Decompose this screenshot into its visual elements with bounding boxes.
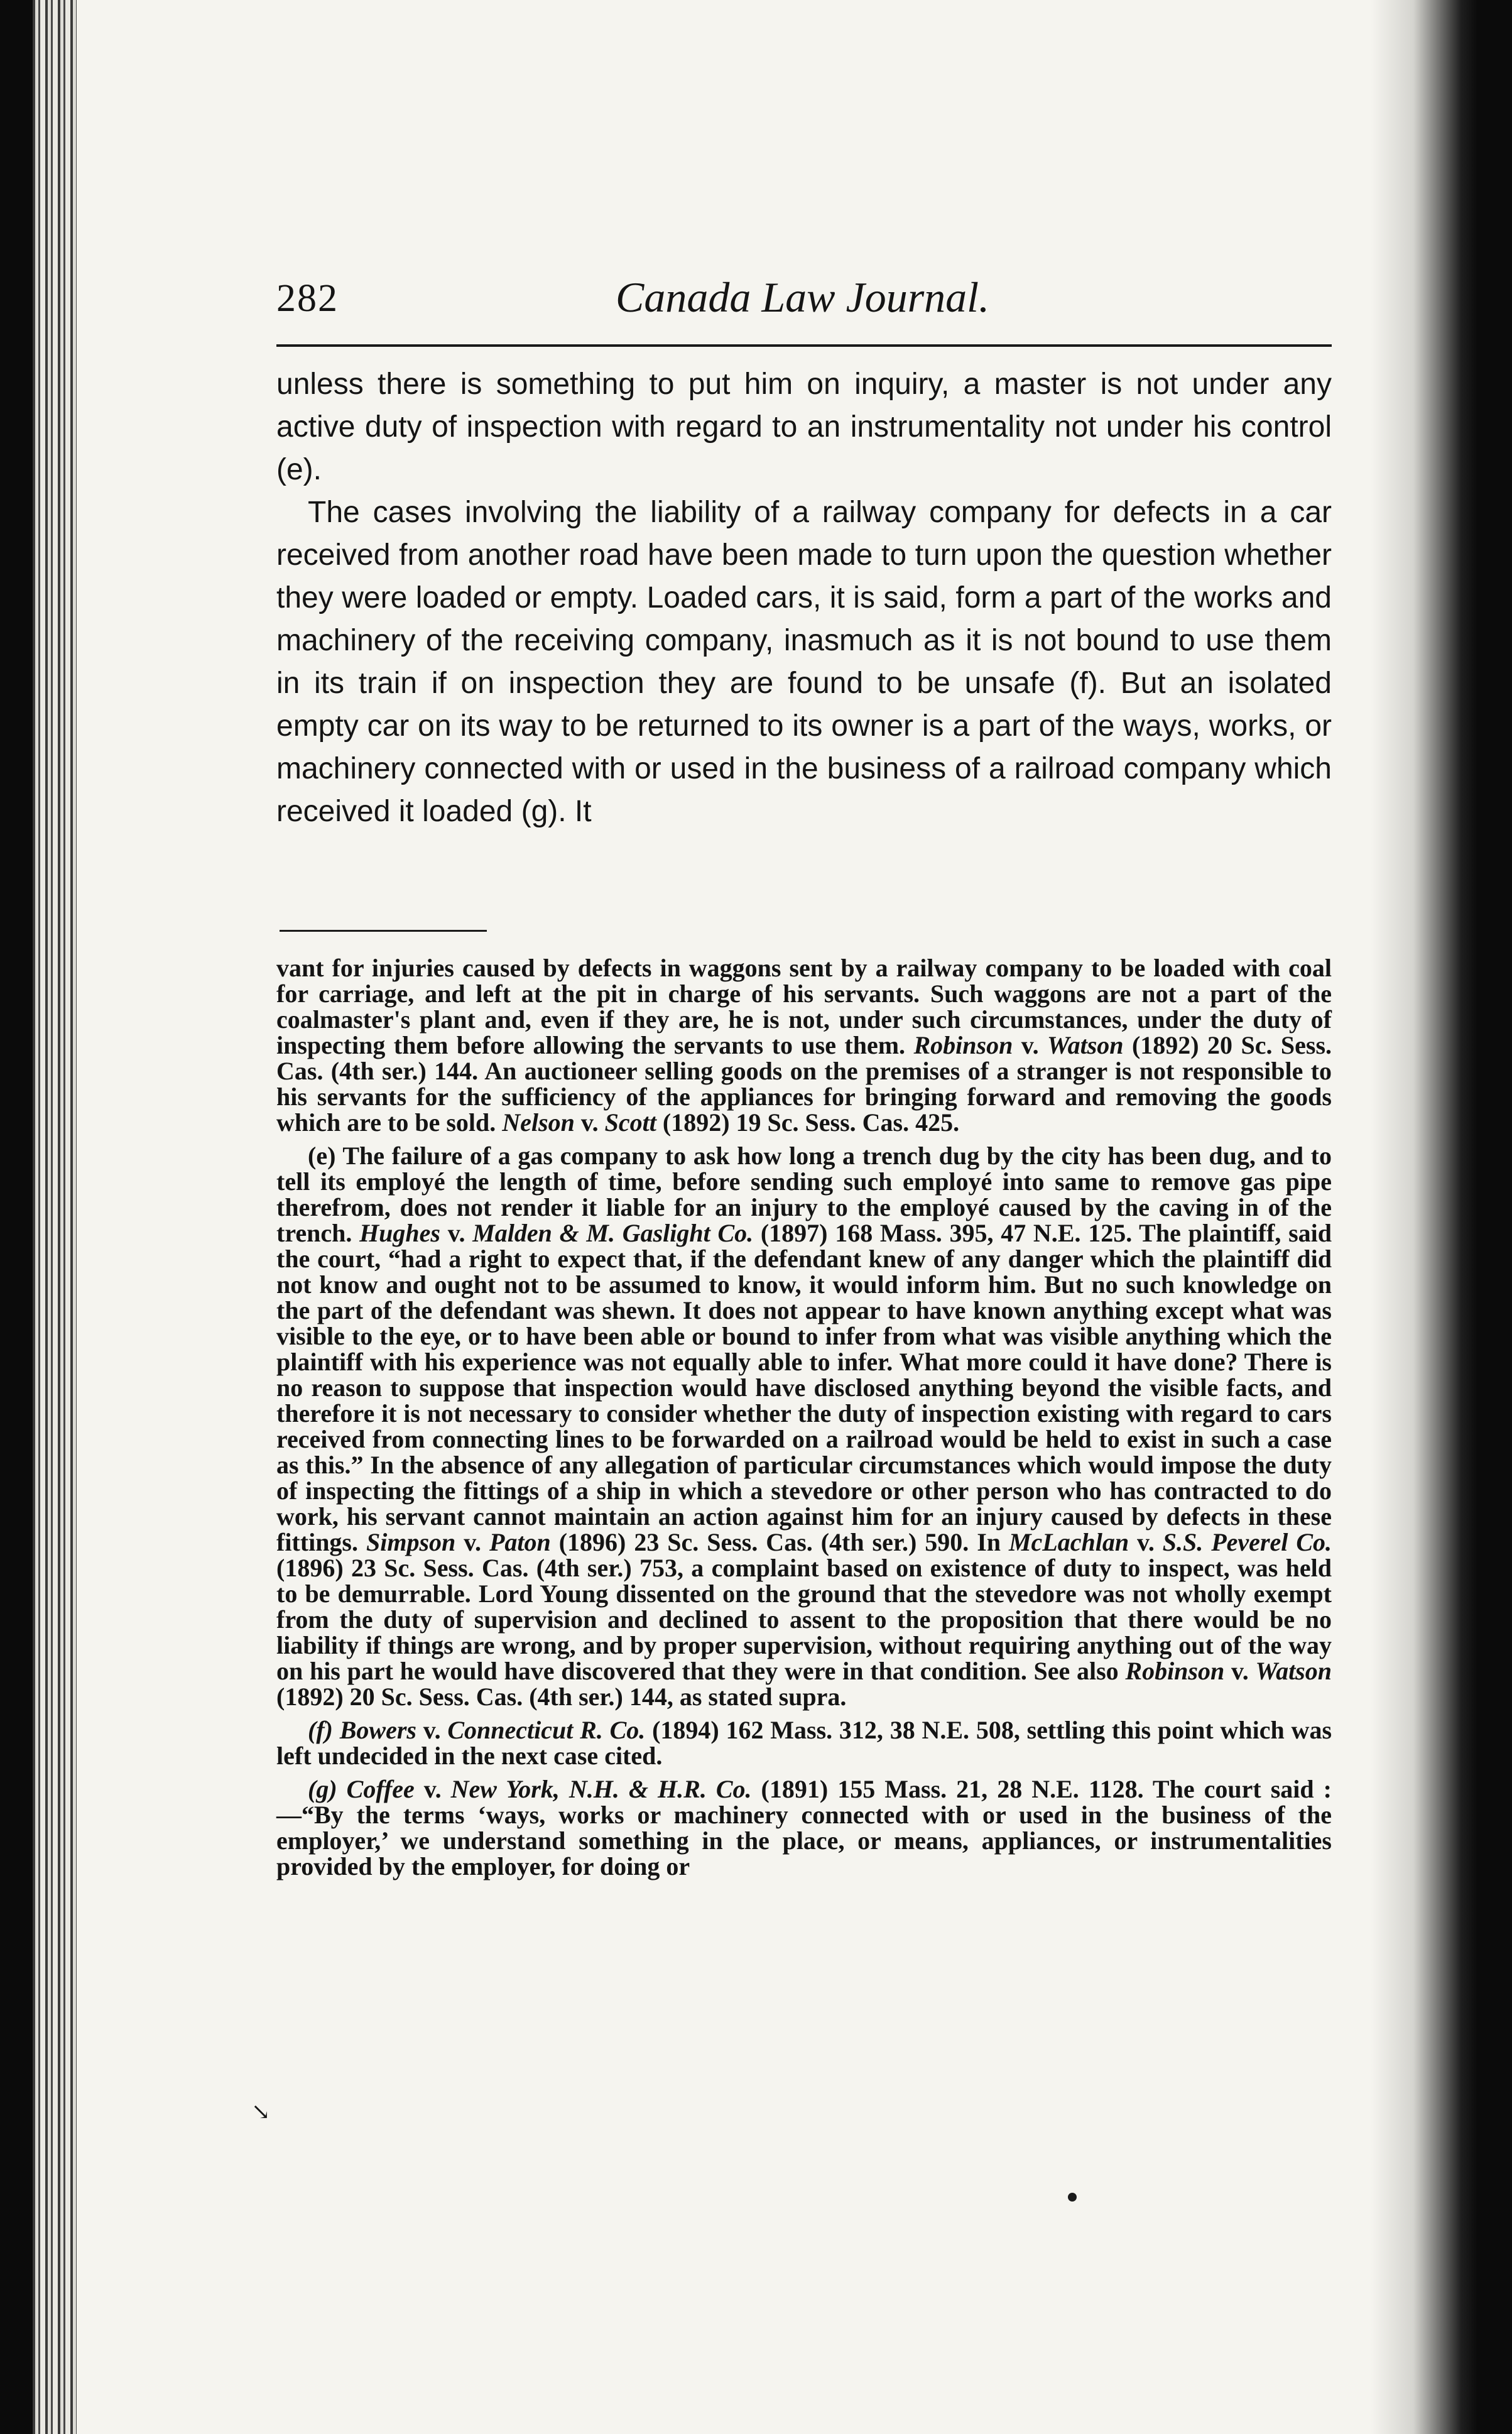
- footnote-marker: (f): [308, 1716, 333, 1744]
- body-text: [276, 363, 1332, 833]
- footnote-e: (e) The failure of a gas company to ask how long a trench dug by the city has been dug, and to tell its employé the length of time, before sending such employé into same to remove gas pipe therefrom, does not render it liable for an injury to the employé caused by the caving in of the trench. Hughes v. Malden & M. Gaslight Co. (1897) 168 Mass. 395, 47 N.E. 125. The plaintiff, said the court, “had a right to expect that, if the defendant knew of any danger which the plaintiff did not know and ought not to be assumed to know, it would inform him. But no such knowledge on the part of the defendant was shewn. It does not appear to have known anything except what was visible to the eye, or to have been able or bound to infer from what was visible anything which the plaintiff with his experience was not equally able to infer. What more could it have done? There is no reason to suppose that inspection would have disclosed anything beyond the visible facts, and therefore it is not necessary to consider whether the duty of inspection existing with regard to cars received from connecting lines to be forwarded on a railroad would be held to exist in such a case as this.” In the absence of any allegation of particular circumstances which would impose the duty of inspecting the fittings of a ship in which a stevedore or other person who has contracted to do work, his servant cannot maintain an action against him for an injury caused by defects in these fittings. Simpson v. Paton (1896) 23 Sc. Sess. Cas. (4th ser.) 590. In McLachlan v. S.S. Peverel Co. (1896) 23 Sc. Sess. Cas. (4th ser.) 753, a complaint based on existence of duty to inspect, was held to be demurrable. Lord Young dissented on the ground that the stevedore was not wholly exempt from the duty of supervision and declined to assent to the proposition that there would be no liability if things are wrong, and by proper supervision, without requiring anything out of the way on his part he would have discovered that they were in that condition. See also Robinson v. Watson (1892) 20 Sc. Sess. Cas. (4th ser.) 144, as stated supra.: [276, 1142, 1332, 1711]
- binding-edge: [33, 0, 77, 2434]
- case-name: New York, N.H. & H.R. Co.: [450, 1775, 752, 1803]
- case-name: Watson: [1255, 1657, 1332, 1685]
- page-number: 282: [276, 277, 339, 320]
- case-name: Robinson: [1125, 1657, 1225, 1685]
- case-name: Robinson: [913, 1031, 1013, 1059]
- case-name: Connecticut R. Co.: [447, 1716, 646, 1744]
- body-paragraph: The cases involving the liability of a railway company for defects in a car received from another road have been made to turn upon the question whether they were loaded or empty. Loaded cars, it is said, form a part of the works and machinery of the receiving company, inasmuch as it is not bound to use them in its train if on inspection they are found to be unsafe (f). But an isolated empty car on its way to be returned to its owner is a part of the ways, works, or machinery connected with or used in the business of a railroad company which received it loaded (g). It: [276, 496, 1332, 828]
- running-title: Canada Law Journal.: [616, 273, 990, 321]
- footnote-d-continued: vant for injuries caused by defects in waggons sent by a railway company to be loaded with coal for carriage, and left at the pit in charge of his servants. Such waggons are not a part of the coalmaster's plant and, even if they are, he is not, under such circumstances, under the duty of inspecting them before allowing the servants to use them. Robinson v. Watson (1892) 20 Sc. Sess. Cas. (4th ser.) 144. An auctioneer selling goods on the premises of a stranger is not responsible to his servants for the sufficiency of the appliances for bringing forward and removing the goods which are to be sold. Nelson v. Scott (1892) 19 Sc. Sess. Cas. 425.: [276, 954, 1332, 1137]
- case-name: McLachlan: [1008, 1528, 1129, 1556]
- case-name: Scott: [604, 1108, 656, 1137]
- footnote-marker: (g): [308, 1775, 337, 1803]
- footnotes: [276, 955, 1332, 1887]
- footnote-rule: [280, 930, 487, 932]
- case-name: S.S. Peverel Co.: [1162, 1528, 1332, 1556]
- footnote-marker: (e): [308, 1142, 336, 1170]
- body-paragraph: unless there is something to put him on inquiry, a master is not under any active duty of inspection with regard to an instrumentality not under his control (e).: [276, 368, 1332, 486]
- case-name: Coffee: [346, 1775, 415, 1803]
- ink-spot-icon: [1068, 2193, 1077, 2202]
- case-name: Watson: [1047, 1031, 1124, 1059]
- case-name: Paton: [489, 1528, 551, 1556]
- case-name: Nelson: [502, 1108, 575, 1137]
- page-header: [276, 270, 1332, 339]
- case-name: Hughes: [359, 1219, 440, 1247]
- case-name: Bowers: [339, 1716, 416, 1744]
- header-rule: [276, 344, 1332, 347]
- case-name: Malden & M. Gaslight Co.: [472, 1219, 754, 1247]
- footnote-f: (f) Bowers v. Connecticut R. Co. (1894) 162 Mass. 312, 38 N.E. 508, settling this point which was left undecided in the next case cited.: [276, 1716, 1332, 1770]
- case-name: Simpson: [366, 1528, 456, 1556]
- page-curl-shadow: [1371, 0, 1477, 2434]
- footnote-g: (g) Coffee v. New York, N.H. & H.R. Co. (1891) 155 Mass. 21, 28 N.E. 1128. The court said :—“By the terms ‘ways, works or machinery connected with or used in the business of the employer,’ we understand something in the place, or means, appliances, or instrumentalities provided by the employer, for doing or: [276, 1775, 1332, 1880]
- margin-arrow-icon: ↘: [251, 2099, 271, 2124]
